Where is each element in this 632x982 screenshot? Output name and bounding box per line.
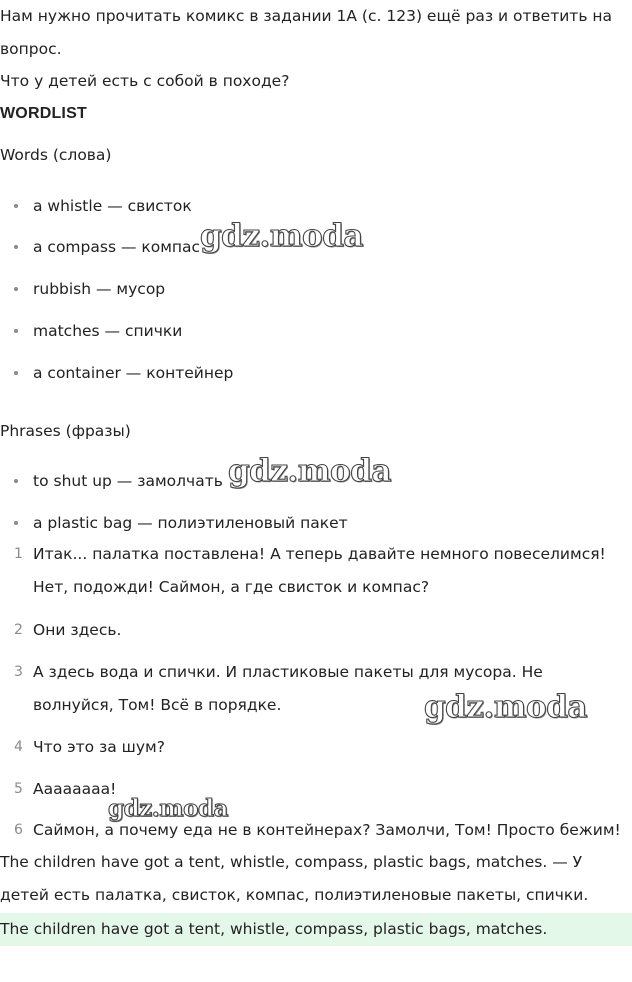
item-text: Они здесь. <box>33 621 122 639</box>
item-text: Что это за шум? <box>33 738 165 756</box>
bullet-icon <box>14 329 18 333</box>
word-entry: matches — спички <box>33 322 183 340</box>
bullet-icon <box>14 521 18 525</box>
bullet-icon <box>14 287 18 291</box>
wordlist-heading: WORDLIST <box>0 105 87 122</box>
word-entry: a whistle — свисток <box>33 197 192 215</box>
phrase-entry: a plastic bag — полиэтиленовый пакет <box>33 514 348 532</box>
watermark-logo: gdz.moda <box>108 795 228 822</box>
list-item <box>14 280 165 298</box>
list-item <box>14 514 348 532</box>
list-item <box>14 197 192 215</box>
word-entry: a container — контейнер <box>33 364 234 382</box>
item-text: Саймон, а почему еда не в контейнерах? Замолчи, Том! Просто бежим! <box>33 821 621 839</box>
watermark-logo: gdz.moda <box>228 453 391 489</box>
bullet-icon <box>14 245 18 249</box>
item-text: А здесь вода и спички. И пластиковые пакеты для мусора. Не волнуйся, Том! Всё в порядке. <box>33 663 543 714</box>
item-text: Итак... палатка поставлена! А теперь давайте немного повеселимся! Нет, подожди! Саймон, а где свисток и компас? <box>33 545 606 596</box>
intro-text: Нам нужно прочитать комикс в задании 1А (с. 123) ещё раз и ответить на вопрос. <box>0 7 613 58</box>
item-number: 1 <box>14 546 23 562</box>
words-label: Words (слова) <box>0 146 112 164</box>
answer-highlight <box>0 913 632 946</box>
answer-final: The children have got a tent, whistle, compass, plastic bags, matches. <box>0 920 548 938</box>
phrase-entry: to shut up — замолчать <box>33 472 223 490</box>
answer-explained: The children have got a tent, whistle, compass, plastic bags, matches. — У детей есть палатка, свисток, компас, полиэтиленовые пакеты, спички. <box>0 853 589 904</box>
intro-question: Что у детей есть с собой в походе? <box>0 72 290 90</box>
item-number: 3 <box>14 664 23 680</box>
bullet-icon <box>14 204 18 208</box>
item-number: 4 <box>14 739 23 755</box>
list-item <box>14 472 223 490</box>
bullet-icon <box>14 371 18 375</box>
word-entry: rubbish — мусор <box>33 280 166 298</box>
item-text: Аааааааа! <box>33 780 117 798</box>
word-entry: a compass — компас <box>33 238 201 256</box>
item-number: 6 <box>14 822 23 838</box>
phrases-label: Phrases (фразы) <box>0 422 131 440</box>
list-item <box>14 364 233 382</box>
list-item <box>14 238 200 256</box>
list-item <box>14 322 182 340</box>
watermark-logo: gdz.moda <box>200 218 363 254</box>
item-number: 2 <box>14 622 23 638</box>
bullet-icon <box>14 479 18 483</box>
item-number: 5 <box>14 781 23 797</box>
watermark-logo: gdz.moda <box>424 689 587 725</box>
